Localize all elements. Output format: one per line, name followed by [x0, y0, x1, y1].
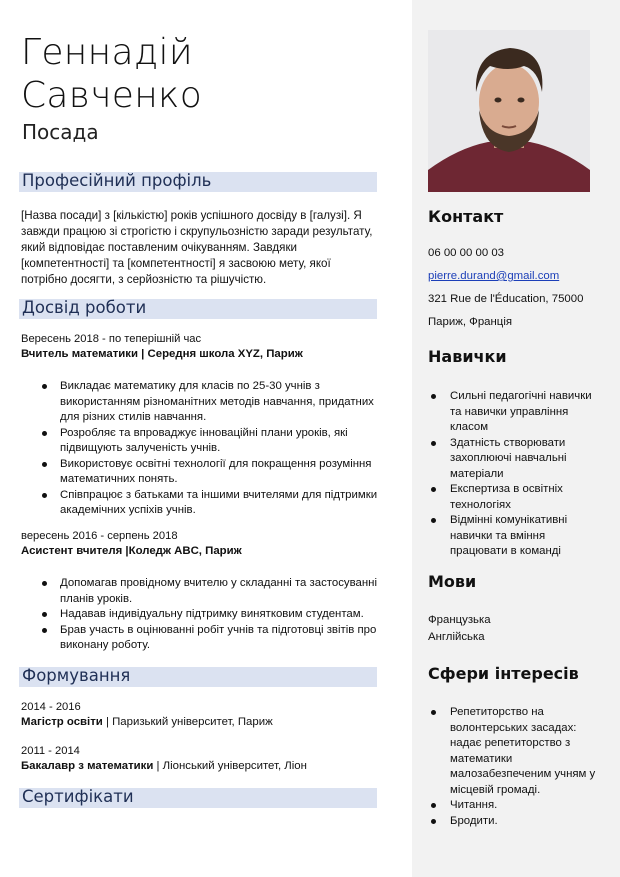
list-item: Здатність створювати захоплюючі навчальні матеріали: [450, 436, 600, 483]
list-item: Репетиторство на волонтерських засадах: надає репетиторство з математики малозабезпеченим учням у місцевій громаді.: [450, 705, 600, 798]
skills-heading: Навички: [428, 347, 507, 366]
list-item: Допомагав провідному вчителю у складанні та застосуванні планів уроків.: [60, 576, 378, 607]
contact-phone[interactable]: 06 00 00 00 03: [428, 247, 505, 259]
education-degree: Бакалавр з математики: [21, 760, 154, 772]
job-dates: Вересень 2018 - по теперішній час: [21, 333, 202, 345]
interests-heading: Сфери інтересів: [428, 664, 579, 683]
contact-email-link[interactable]: pierre.durand@gmail.com: [428, 270, 560, 282]
job-role: Вчитель математики | Середня школа XYZ, Париж: [21, 348, 303, 360]
profile-photo-illustration: [428, 30, 590, 192]
first-name: Геннадій: [21, 32, 193, 73]
language-item: Англійська: [428, 631, 485, 643]
certificates-heading: Сертифікати: [22, 787, 134, 806]
education-section-header: [19, 667, 377, 687]
list-item: Розробляє та впроваджує інноваційні плани уроків, які підвищують залученість учнів.: [60, 426, 378, 457]
education-heading: Формування: [22, 666, 131, 685]
contact-heading: Контакт: [428, 207, 504, 226]
languages-heading: Мови: [428, 572, 477, 591]
profile-text: [Назва посади] з [кількістю] років успішного досвіду в [галузі]. Я завжди працюю зі строгістю і скрупульозністю заради результату, який відповідає поставленим очікуванням. Завдяки [компетентності] та [компетентності] я засвоюю мету, якої потрібно досягти, з серйозністю та рішучістю.: [21, 209, 373, 286]
education-entry: Магістр освіти | Паризький університет, Париж: [21, 716, 273, 728]
last-name: Савченко: [21, 75, 203, 116]
job-dates: вересень 2016 - серпень 2018: [21, 530, 178, 542]
list-item: Надавав індивідуальну підтримку винятковим студентам.: [60, 607, 378, 623]
certificates-section-header: [19, 788, 377, 808]
job-title: Посада: [22, 120, 99, 144]
experience-heading: Досвід роботи: [22, 298, 147, 317]
contact-address-line2: Париж, Франція: [428, 316, 513, 328]
education-years: 2014 - 2016: [21, 701, 81, 713]
list-item: Брав участь в оцінюванні робіт учнів та підготовці звітів про виконану роботу.: [60, 623, 378, 654]
list-item: Відмінні комунікативні навички та вміння працювати в команді: [450, 513, 600, 560]
education-degree: Магістр освіти: [21, 716, 103, 728]
experience-section-header: [19, 299, 377, 319]
skills-list: [450, 389, 600, 560]
interests-list: [450, 705, 600, 829]
education-school: Ліонський університет, Ліон: [162, 760, 307, 772]
list-item: Бродити.: [450, 814, 600, 830]
list-item: Сильні педагогічні навички та навички управління класом: [450, 389, 600, 436]
job-duties-list: [60, 576, 378, 654]
profile-section-header: [19, 172, 377, 192]
job-duties-list: [60, 379, 378, 519]
education-years: 2011 - 2014: [21, 745, 80, 757]
candidate-name: [21, 31, 202, 117]
education-school: Паризький університет, Париж: [112, 716, 273, 728]
contact-address-line1: 321 Rue de l'Éducation, 75000: [428, 293, 584, 305]
list-item: Читання.: [450, 798, 600, 814]
job-role: Асистент вчителя |Коледж ABC, Париж: [21, 545, 242, 557]
list-item: Співпрацює з батьками та іншими вчителями для підтримки академічних успіхів учнів.: [60, 488, 378, 519]
education-entry: Бакалавр з математики | Ліонський університет, Ліон: [21, 760, 307, 772]
profile-photo: [428, 30, 590, 192]
language-item: Французька: [428, 614, 491, 626]
list-item: Використовує освітні технології для покращення розуміння математичних понять.: [60, 457, 378, 488]
list-item: Викладає математику для класів по 25-30 учнів з використанням різноманітних методів навчання, придатних для різних стилів навчання.: [60, 379, 378, 426]
profile-heading: Професійний профіль: [22, 171, 212, 190]
list-item: Експертиза в освітніх технологіях: [450, 482, 600, 513]
